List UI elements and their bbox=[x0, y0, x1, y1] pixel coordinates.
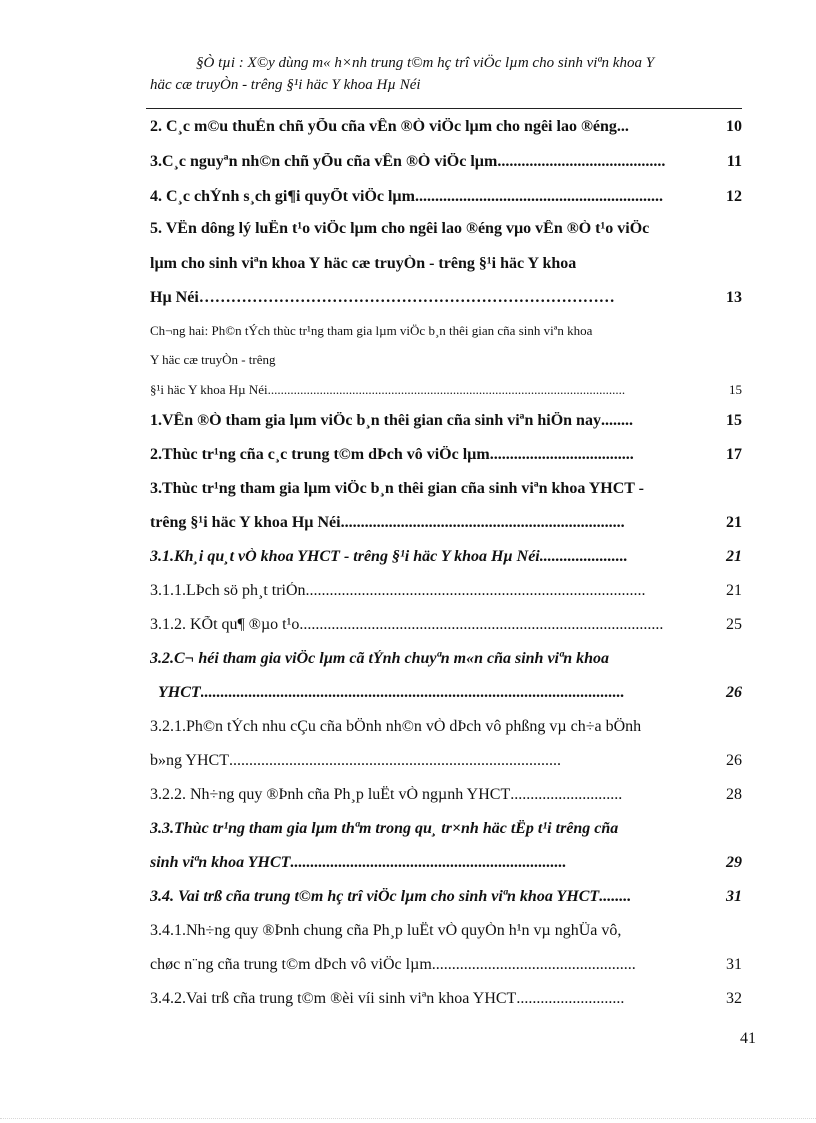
toc-entry-title: 4. C¸c chÝnh s¸ch gi¶i quyÕt viÖc lµm bbox=[150, 188, 415, 205]
toc-entry-page: 28 bbox=[726, 786, 742, 803]
toc-entry-leader: ........ bbox=[599, 888, 632, 905]
toc-subsection[interactable] bbox=[150, 786, 742, 804]
toc-entry-page: 11 bbox=[726, 153, 742, 170]
toc-section-continued[interactable] bbox=[150, 684, 742, 702]
toc-entry-page: 32 bbox=[726, 990, 742, 1007]
toc-entry-page: 15 bbox=[729, 382, 742, 397]
page-bottom-edge bbox=[0, 1118, 816, 1119]
toc-entry-page: 21 bbox=[726, 548, 742, 565]
header-line-2: häc cæ truyÒn - trêng §¹i häc Y khoa Hµ Néi bbox=[150, 77, 421, 93]
toc-entry-title: §¹i häc Y khoa Hµ Néi bbox=[150, 382, 268, 397]
toc-entry-page: 21 bbox=[726, 582, 742, 599]
toc-entry-title: trêng §¹i häc Y khoa Hµ Néi bbox=[150, 514, 341, 531]
toc-entry-leader: ........................................................................................... bbox=[299, 616, 664, 633]
toc-subsection[interactable] bbox=[150, 922, 742, 940]
toc-entry-title: Ch¬ng hai: Ph©n tÝch thùc tr¹ng tham gia lµm viÖc b¸n thêi gian cña sinh viªn khoa bbox=[150, 323, 593, 338]
header-divider bbox=[146, 108, 742, 109]
toc-subsection-continued[interactable] bbox=[150, 956, 742, 974]
toc-entry-title: 2.Thùc tr¹ng cña c¸c trung t©m dÞch vô viÖc lµm bbox=[150, 446, 490, 463]
toc-entry-leader: ....................................................................... bbox=[340, 514, 625, 531]
toc-section[interactable] bbox=[150, 888, 742, 906]
toc-subsection-continued[interactable] bbox=[150, 752, 742, 770]
toc-entry-leader: …………………………………………………………………… bbox=[198, 289, 615, 306]
toc-entry[interactable] bbox=[150, 480, 742, 498]
toc-subsection[interactable] bbox=[150, 616, 742, 634]
toc-entry-continued[interactable] bbox=[150, 289, 742, 307]
toc-entry-leader: ........................... bbox=[516, 990, 625, 1007]
toc-entry-leader: ................................................................................... bbox=[228, 752, 561, 769]
toc-entry-title: 3.C¸c nguyªn nh©n chñ yÕu cña vÊn ®Ò viÖc lµm bbox=[150, 153, 498, 170]
toc-subsection[interactable] bbox=[150, 718, 742, 736]
toc-entry-page: 26 bbox=[726, 684, 742, 701]
header-line-1: §Ò tµi : X©y dùng m« h×nh trung t©m hç trî viÖc lµm cho sinh viªn khoa Y bbox=[196, 55, 655, 71]
toc-section[interactable] bbox=[150, 548, 742, 566]
toc-entry-title: 1.VÊn ®Ò tham gia lµm viÖc b¸n thêi gian cña sinh viªn hiÖn nay bbox=[150, 412, 601, 429]
toc-subsection[interactable] bbox=[150, 582, 742, 600]
toc-entry-continued[interactable] bbox=[150, 255, 742, 273]
page-number: 41 bbox=[740, 1030, 756, 1047]
toc-entry[interactable] bbox=[150, 188, 742, 206]
toc-entry-leader: .......................................... bbox=[497, 153, 666, 170]
page-header bbox=[150, 52, 740, 96]
toc-entry-title: lµm cho sinh viªn khoa Y häc cæ truyÒn - trêng §¹i häc Y khoa bbox=[150, 255, 577, 272]
toc-section[interactable] bbox=[150, 820, 742, 838]
toc-entry-title: 3.1.Kh¸i qu¸t vÒ khoa YHCT - trêng §¹i häc Y khoa Hµ Néi bbox=[150, 548, 540, 565]
toc-entry[interactable] bbox=[150, 446, 742, 464]
toc-section[interactable] bbox=[150, 650, 742, 668]
toc-entry-page: 12 bbox=[726, 188, 742, 205]
toc-subsection[interactable] bbox=[150, 990, 742, 1008]
toc-entry-title: 3.Thùc tr¹ng tham gia lµm viÖc b¸n thêi gian cña sinh viªn khoa YHCT - bbox=[150, 480, 644, 497]
toc-entry-leader: .......................................................................................................... bbox=[200, 684, 625, 701]
toc-entry-title: 3.2.C¬ héi tham gia viÖc lµm cã tÝnh chuyªn m«n cña sinh viªn khoa bbox=[150, 650, 610, 667]
toc-entry-title: b»ng YHCT bbox=[150, 752, 229, 769]
toc-entry-title: 5. VËn dông lý luËn t¹o viÖc lµm cho ngêi lao ®éng vµo vÊn ®Ò t¹o viÖc bbox=[150, 220, 650, 237]
toc-entry-title: 3.2.2. Nh÷ng quy ®Þnh cña Ph¸p luËt vÒ ngµnh YHCT bbox=[150, 786, 511, 803]
toc-entry-title: 3.3.Thùc tr¹ng tham gia lµm thªm trong qu¸ tr×nh häc tËp t¹i trêng cña bbox=[150, 820, 619, 837]
toc-entry-title: Hµ Néi bbox=[150, 289, 199, 306]
toc-entry-title: 3.1.2. KÕt qu¶ ®µo t¹o bbox=[150, 616, 300, 633]
toc-entry-leader: ........ bbox=[600, 412, 633, 429]
toc-entry-title: 3.1.1.LÞch sö ph¸t triÓn bbox=[150, 582, 306, 599]
toc-entry-leader: .............................................................. bbox=[414, 188, 663, 205]
toc-entry-title: 3.2.1.Ph©n tÝch nhu cÇu cña bÖnh nh©n vÒ dÞch vô phßng vµ ch÷a bÖnh bbox=[150, 718, 642, 735]
toc-entry-leader: ............................ bbox=[510, 786, 623, 803]
toc-entry-title: chøc n¨ng cña trung t©m dÞch vô viÖc lµm bbox=[150, 956, 432, 973]
toc-entry-leader: .............................................................................................................. bbox=[267, 382, 626, 397]
toc-entry-title: 2. C¸c m©u thuÉn chñ yÕu cña vÊn ®Ò viÖc lµm cho ngêi lao ®éng bbox=[150, 118, 617, 135]
toc-chapter-heading-continued[interactable] bbox=[150, 352, 742, 368]
toc-entry-leader: ...................... bbox=[539, 548, 628, 565]
toc-entry-page: 21 bbox=[726, 514, 742, 531]
toc-entry-leader: ..................................................................... bbox=[290, 854, 567, 871]
toc-chapter-heading-continued[interactable] bbox=[150, 382, 742, 398]
toc-entry-leader: .................................... bbox=[489, 446, 634, 463]
toc-entry-page: 26 bbox=[726, 752, 742, 769]
toc-entry-leader: ... bbox=[616, 118, 629, 135]
toc-entry-title: 3.4.1.Nh÷ng quy ®Þnh chung cña Ph¸p luËt vÒ quyÒn h¹n vµ nghÜa vô, bbox=[150, 922, 622, 939]
toc-entry-leader: ..................................................................................... bbox=[305, 582, 646, 599]
toc-entry-leader: ................................................... bbox=[431, 956, 636, 973]
toc-entry-page: 10 bbox=[726, 118, 742, 135]
toc-entry-title: sinh viªn khoa YHCT bbox=[150, 854, 291, 871]
toc-entry-title: YHCT bbox=[158, 684, 201, 701]
toc-entry-page: 15 bbox=[726, 412, 742, 429]
toc-entry-page: 13 bbox=[726, 289, 742, 306]
toc-entry-page: 31 bbox=[726, 956, 742, 973]
toc-entry-page: 25 bbox=[726, 616, 742, 633]
toc-entry-title: Y häc cæ truyÒn - trêng bbox=[150, 352, 276, 367]
toc-entry-title: 3.4. Vai trß cña trung t©m hç trî viÖc lµm cho sinh viªn khoa YHCT bbox=[150, 888, 600, 905]
toc-entry[interactable] bbox=[150, 153, 742, 171]
toc-entry-page: 17 bbox=[726, 446, 742, 463]
toc-entry-page: 31 bbox=[726, 888, 742, 905]
toc-entry[interactable] bbox=[150, 412, 742, 430]
toc-chapter-heading[interactable] bbox=[150, 323, 742, 339]
toc-entry[interactable] bbox=[150, 118, 742, 136]
toc-entry-title: 3.4.2.Vai trß cña trung t©m ®èi víi sinh viªn khoa YHCT bbox=[150, 990, 517, 1007]
toc-entry-continued[interactable] bbox=[150, 514, 742, 532]
toc-section-continued[interactable] bbox=[150, 854, 742, 872]
toc-entry[interactable] bbox=[150, 220, 742, 238]
toc-entry-page: 29 bbox=[726, 854, 742, 871]
